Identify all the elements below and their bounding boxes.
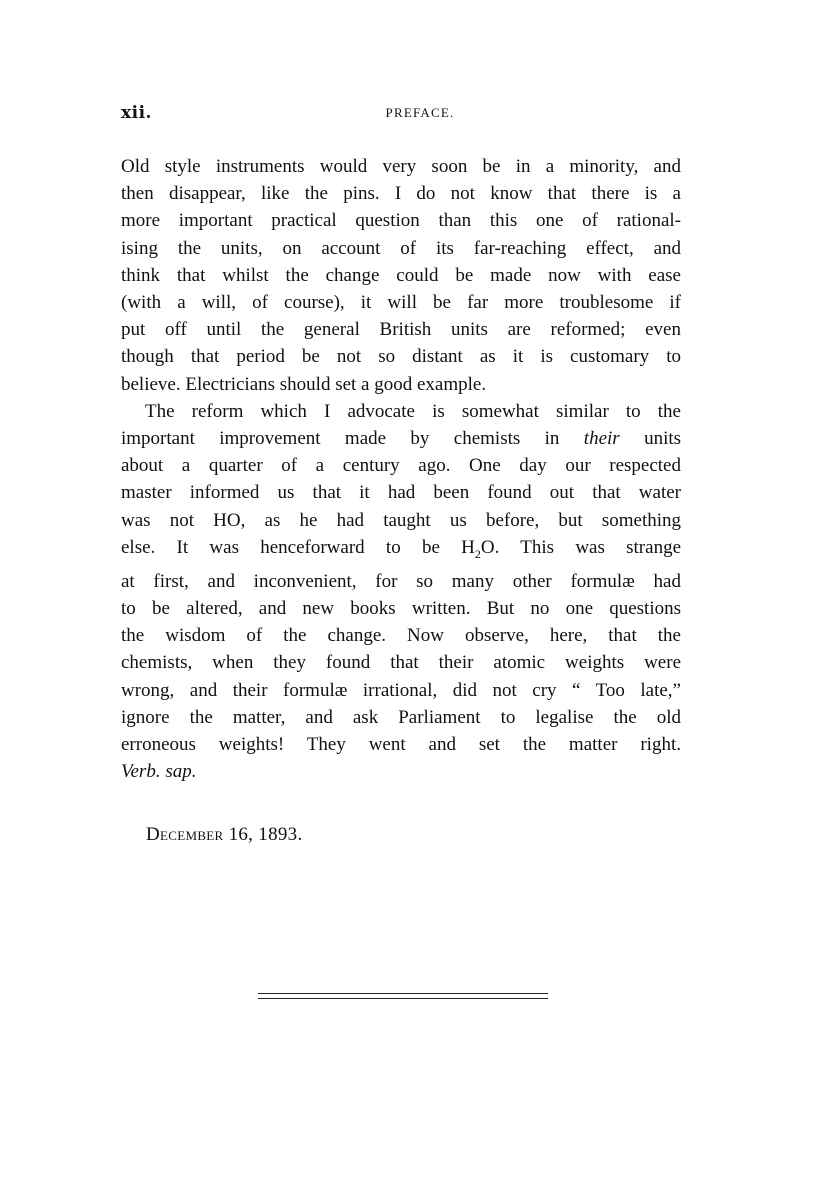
text-line: believe. Electricians should set a good example. (121, 373, 487, 395)
text-line: then disappear, like the pins. I do not know that there is a (121, 183, 681, 205)
paragraph-2 (121, 398, 681, 786)
text-line: master informed us that it had been found out that water (121, 482, 681, 504)
text-line (121, 534, 681, 568)
text-fragment: O. This was strange (480, 536, 681, 558)
closing-verb-sap: Verb. sap. (121, 761, 197, 783)
text-line: the wisdom of the change. Now observe, here, that the (121, 625, 681, 647)
text-line (121, 425, 681, 452)
text-line: think that whilst the change could be made now with ease (121, 264, 681, 286)
date-day-year: 16, 1893. (228, 824, 303, 845)
ornamental-rule-bottom (258, 998, 548, 999)
text-line: erroneous weights! They went and set the matter right. (121, 734, 681, 756)
text-line: chemists, when they found that their atomic weights were (121, 652, 681, 674)
text-line: was not HO, as he had taught us before, but something (121, 509, 681, 531)
text-line: to be altered, and new books written. But no one questions (121, 598, 681, 620)
text-line (121, 758, 681, 785)
text-line: though that period be not so distant as it is customary to (121, 346, 681, 368)
text-line: at first, and inconvenient, for so many other formulæ had (121, 570, 681, 592)
text-line: The reform which I advocate is somewhat similar to the (145, 400, 681, 422)
text-line: ignore the matter, and ask Parliament to legalise the old (121, 706, 681, 728)
text-line: put off until the general British units are reformed; even (121, 319, 681, 341)
preface-body (121, 153, 681, 785)
text-line: Old style instruments would very soon be in a minority, and (121, 156, 681, 177)
paragraph-1 (121, 153, 681, 398)
text-line: ising the units, on account of its far-reaching effect, and (121, 237, 681, 259)
text-fragment: else. It was henceforward to be H (121, 536, 475, 558)
text-line: about a quarter of a century ago. One day our respected (121, 455, 681, 477)
text-fragment: important improvement made by chemists in (121, 428, 560, 450)
text-line: (with a will, of course), it will be far more troublesome if (121, 292, 681, 314)
running-head: PREFACE. (385, 105, 455, 120)
date-month: December (146, 824, 224, 845)
text-line: wrong, and their formulæ irrational, did not cry “ Too late,” (121, 679, 681, 701)
text-line: more important practical question than this one of rational- (121, 210, 681, 232)
subscript-two: 2 (474, 546, 481, 561)
text-fragment: units (644, 428, 682, 450)
emphasis-their: their (583, 428, 620, 450)
ornamental-rule-top (258, 993, 548, 994)
page-number: xii. (121, 103, 152, 123)
dateline (146, 824, 303, 846)
